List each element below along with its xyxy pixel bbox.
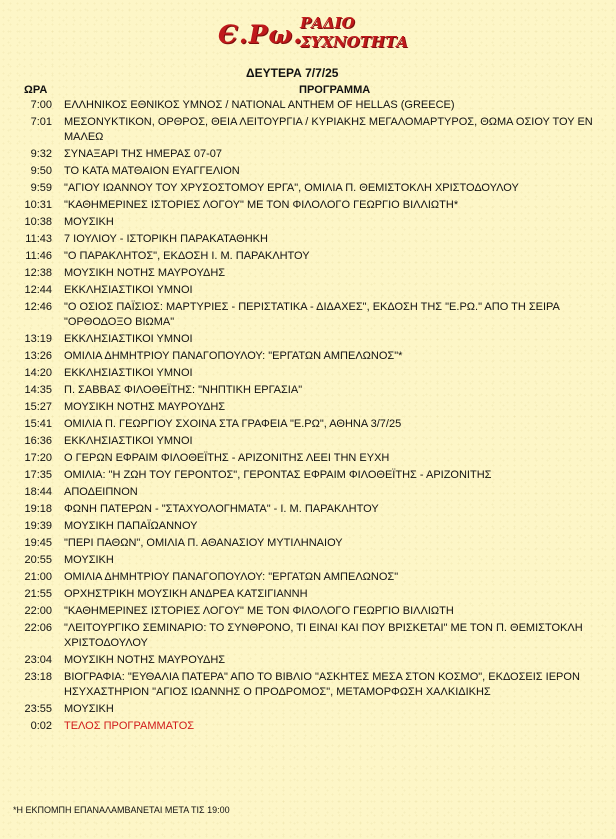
schedule-row (0, 214, 616, 231)
schedule-row (0, 501, 616, 518)
schedule-row (0, 248, 616, 265)
schedule-row (0, 365, 616, 382)
schedule-program: ΜΟΥΣΙΚΗ (64, 216, 114, 228)
schedule-time: 22:00 (24, 605, 52, 617)
schedule-time: 12:46 (24, 301, 52, 313)
time-column-header: ΩΡΑ (24, 84, 48, 96)
schedule-row (0, 348, 616, 365)
schedule-row (0, 603, 616, 620)
schedule-time: 12:44 (24, 284, 52, 296)
schedule-program: ΜΟΥΣΙΚΗ ΠΑΠΑΪΩΑΝΝΟΥ (64, 520, 198, 532)
schedule-program: ΣΥΝΑΞΑΡΙ ΤΗΣ ΗΜΕΡΑΣ 07-07 (64, 148, 222, 160)
schedule-program: ΕΛΛΗΝΙΚΟΣ ΕΘΝΙΚΟΣ ΥΜΝΟΣ / NATIONAL ANTHEM OF HELLAS (GREECE) (64, 99, 455, 111)
schedule-time: 18:44 (24, 486, 52, 498)
schedule-row (0, 197, 616, 214)
schedule-program: ΜΕΣΟΝΥΚΤΙΚΟΝ, ΟΡΘΡΟΣ, ΘΕΙΑ ΛΕΙΤΟΥΡΓΙΑ / ΚΥΡΙΑΚΗΣ ΜΕΓΑΛΟΜΑΡΤΥΡΟΣ, ΘΩΜΑ ΟΣΙΟΥ ΤΟΥ ΕΝ ΜΑΛΕΩ (64, 116, 593, 143)
schedule-program: ΕΚΚΛΗΣΙΑΣΤΙΚΟΙ ΥΜΝΟΙ (64, 367, 193, 379)
schedule-program: ΕΚΚΛΗΣΙΑΣΤΙΚΟΙ ΥΜΝΟΙ (64, 435, 193, 447)
schedule-program: "ΛΕΙΤΟΥΡΓΙΚΟ ΣΕΜΙΝΑΡΙΟ: ΤΟ ΣΥΝΘΡΟΝΟ, ΤΙ ΕΙΝΑΙ ΚΑΙ ΠΟΥ ΒΡΙΣΚΕΤΑΙ" ΜΕ ΤΟΝ Π. ΘΕΜΙΣΤΟΚΛΗ ΧΡΙΣΤΟΔΟΥΛΟΥ (64, 622, 583, 649)
schedule-time: 7:00 (30, 99, 52, 111)
schedule-program: ΕΚΚΛΗΣΙΑΣΤΙΚΟΙ ΥΜΝΟΙ (64, 333, 193, 345)
schedule-program: ΤΟ ΚΑΤΑ ΜΑΤΘΑΙΟΝ ΕΥΑΓΓΕΛΙΟΝ (64, 165, 240, 177)
schedule-program: "Ο ΠΑΡΑΚΛΗΤΟΣ", ΕΚΔΟΣΗ Ι. Μ. ΠΑΡΑΚΛΗΤΟΥ (64, 250, 310, 262)
schedule-program: Ο ΓΕΡΩΝ ΕΦΡΑΙΜ ΦΙΛΟΘΕΪΤΗΣ - ΑΡΙΖΟΝΙΤΗΣ ΛΕΕΙ ΤΗΝ ΕΥΧΗ (64, 452, 390, 464)
schedule-row (0, 620, 616, 652)
schedule-time: 7:01 (30, 116, 52, 128)
schedule-time: 19:18 (24, 503, 52, 515)
program-column-header: ΠΡΟΓΡΑΜΜΑ (299, 84, 371, 96)
schedule-row (0, 163, 616, 180)
schedule-time: 15:27 (24, 401, 52, 413)
schedule-row (0, 180, 616, 197)
schedule-program: ΜΟΥΣΙΚΗ (64, 554, 114, 566)
schedule-time: 15:41 (24, 418, 52, 430)
schedule-row (0, 586, 616, 603)
schedule-program: ΟΜΙΛΙΑ ΔΗΜΗΤΡΙΟΥ ΠΑΝΑΓΟΠΟΥΛΟΥ: "ΕΡΓΑΤΩΝ ΑΜΠΕΛΩΝΟΣ"* (64, 350, 403, 362)
logo-subtitle (300, 14, 408, 52)
schedule-time: 12:38 (24, 267, 52, 279)
schedule-time: 13:26 (24, 350, 52, 362)
schedule-time: 21:00 (24, 571, 52, 583)
schedule-program: ΟΜΙΛΙΑ ΔΗΜΗΤΡΙΟΥ ΠΑΝΑΓΟΠΟΥΛΟΥ: "ΕΡΓΑΤΩΝ ΑΜΠΕΛΩΝΟΣ" (64, 571, 399, 583)
schedule-time: 17:35 (24, 469, 52, 481)
schedule-time: 22:06 (24, 622, 52, 634)
schedule-time: 19:39 (24, 520, 52, 532)
schedule-time: 11:46 (25, 250, 52, 262)
schedule-program: "ΚΑΘΗΜΕΡΙΝΕΣ ΙΣΤΟΡΙΕΣ ΛΟΓΟΥ" ΜΕ ΤΟΝ ΦΙΛΟΛΟΓΟ ΓΕΩΡΓΙΟ ΒΙΛΛΙΩΤΗ* (64, 199, 459, 211)
schedule-row (0, 382, 616, 399)
schedule-time: 0:02 (30, 720, 52, 732)
schedule-row (0, 282, 616, 299)
schedule-row (0, 416, 616, 433)
schedule-program: ΟΜΙΛΙΑ: "Η ΖΩΗ ΤΟΥ ΓΕΡΟΝΤΟΣ", ΓΕΡΟΝΤΑΣ ΕΦΡΑΙΜ ΦΙΛΟΘΕΪΤΗΣ - ΑΡΙΖΟΝΙΤΗΣ (64, 469, 492, 481)
schedule-time: 10:31 (24, 199, 52, 211)
schedule-row (0, 331, 616, 348)
schedule-program: "Ο ΟΣΙΟΣ ΠΑΪΣΙΟΣ: ΜΑΡΤΥΡΙΕΣ - ΠΕΡΙΣΤΑΤΙΚΑ - ΔΙΔΑΧΕΣ", ΕΚΔΟΣΗ ΤΗΣ "Ε.ΡΩ." ΑΠΟ ΤΗ ΣΕΙΡΑ "ΟΡΘΟΔΟΞΟ ΒΙΩΜΑ" (64, 301, 560, 328)
schedule-row (0, 231, 616, 248)
schedule-program: 7 ΙΟΥΛΙΟΥ - ΙΣΤΟΡΙΚΗ ΠΑΡΑΚΑΤΑΘΗΚΗ (64, 233, 268, 245)
schedule-row (0, 518, 616, 535)
schedule-time: 19:45 (24, 537, 52, 549)
schedule-row (0, 569, 616, 586)
schedule-time: 23:04 (24, 654, 52, 666)
schedule-program: ΜΟΥΣΙΚΗ ΝΟΤΗΣ ΜΑΥΡΟΥΔΗΣ (64, 401, 226, 413)
schedule-time: 21:55 (24, 588, 52, 600)
logo-subtitle-line2: ΣΥΧΝΟΤΗΤΑ (300, 33, 408, 51)
logo-wordmark: Є.Ρω. (218, 20, 303, 49)
schedule-row (0, 718, 616, 735)
schedule-row (0, 265, 616, 282)
schedule-program: ΟΜΙΛΙΑ Π. ΓΕΩΡΓΙΟΥ ΣΧΟΙΝΑ ΣΤΑ ΓΡΑΦΕΙΑ "Ε.ΡΩ", ΑΘΗΝΑ 3/7/25 (64, 418, 402, 430)
schedule-program: ΒΙΟΓΡΑΦΙΑ: "ΕΥΘΑΛΙΑ ΠΑΤΕΡΑ" ΑΠΟ ΤΟ ΒΙΒΛΙΟ "ΑΣΚΗΤΕΣ ΜΕΣΑ ΣΤΟΝ ΚΟΣΜΟ", ΕΚΔΟΣΕΙΣ ΙΕΡΟΝ ΗΣΥΧΑΣΤΗΡΙΟΝ "ΑΓΙΟΣ ΙΩΑΝΝΗΣ Ο ΠΡΟΔΡΟΜΟΣ", ΜΕΤΑΜΟΡΦΩΣΗ ΧΑΛΚΙΔΙΚΗΣ (64, 671, 580, 698)
schedule-row (0, 701, 616, 718)
schedule-time: 16:36 (24, 435, 52, 447)
schedule-time: 20:55 (24, 554, 52, 566)
schedule-program: "ΑΓΙΟΥ ΙΩΑΝΝΟΥ ΤΟΥ ΧΡΥΣΟΣΤΟΜΟΥ ΕΡΓΑ", ΟΜΙΛΙΑ Π. ΘΕΜΙΣΤΟΚΛΗ ΧΡΙΣΤΟΔΟΥΛΟΥ (64, 182, 519, 194)
schedule-row (0, 97, 616, 114)
schedule-time: 13:19 (24, 333, 52, 345)
schedule-row (0, 433, 616, 450)
schedule-row (0, 652, 616, 669)
schedule-time: 9:59 (30, 182, 52, 194)
schedule-row (0, 535, 616, 552)
schedule-program: "ΠΕΡΙ ΠΑΘΩΝ", ΟΜΙΛΙΑ Π. ΑΘΑΝΑΣΙΟΥ ΜΥΤΙΛΗΝΑΙΟΥ (64, 537, 343, 549)
schedule-row (0, 484, 616, 501)
schedule-row (0, 552, 616, 569)
schedule-program: Π. ΣΑΒΒΑΣ ΦΙΛΟΘΕΪΤΗΣ: "ΝΗΠΤΙΚΗ ΕΡΓΑΣΙΑ" (64, 384, 303, 396)
schedule-time: 17:20 (24, 452, 52, 464)
schedule-program: ΟΡΧΗΣΤΡΙΚΗ ΜΟΥΣΙΚΗ ΑΝΔΡΕΑ ΚΑΤΣΙΓΙΑΝΝΗ (64, 588, 308, 600)
schedule-row (0, 399, 616, 416)
schedule-program: "ΚΑΘΗΜΕΡΙΝΕΣ ΙΣΤΟΡΙΕΣ ΛΟΓΟΥ" ΜΕ ΤΟΝ ΦΙΛΟΛΟΓΟ ΓΕΩΡΓΙΟ ΒΙΛΛΙΩΤΗ (64, 605, 454, 617)
schedule-row (0, 114, 616, 146)
schedule-time: 9:32 (30, 148, 52, 160)
schedule-program: ΜΟΥΣΙΚΗ ΝΟΤΗΣ ΜΑΥΡΟΥΔΗΣ (64, 654, 226, 666)
schedule-time: 9:50 (30, 165, 52, 177)
schedule-program: ΤΕΛΟΣ ΠΡΟΓΡΑΜΜΑΤΟΣ (64, 720, 195, 732)
schedule-time: 11:43 (25, 233, 52, 245)
schedule-row (0, 467, 616, 484)
footnote: *Η ΕΚΠΟΜΠΗ ΕΠΑΝΑΛΑΜΒΑΝΕΤΑΙ ΜΕΤΑ ΤΙΣ 19:00 (13, 805, 230, 815)
schedule-time: 14:35 (24, 384, 52, 396)
schedule-list (0, 97, 616, 735)
schedule-time: 14:20 (24, 367, 52, 379)
schedule-row (0, 669, 616, 701)
schedule-date: ΔΕΥΤΕΡΑ 7/7/25 (246, 66, 339, 80)
logo-subtitle-line1: ΡΑΔΙΟ (300, 14, 355, 32)
schedule-row (0, 299, 616, 331)
schedule-time: 10:38 (24, 216, 52, 228)
schedule-program: ΜΟΥΣΙΚΗ (64, 703, 114, 715)
schedule-program: ΜΟΥΣΙΚΗ ΝΟΤΗΣ ΜΑΥΡΟΥΔΗΣ (64, 267, 226, 279)
schedule-time: 23:55 (24, 703, 52, 715)
schedule-time: 23:18 (24, 671, 52, 683)
schedule-program: ΕΚΚΛΗΣΙΑΣΤΙΚΟΙ ΥΜΝΟΙ (64, 284, 193, 296)
schedule-row (0, 450, 616, 467)
schedule-row (0, 146, 616, 163)
schedule-header (0, 84, 616, 98)
schedule-program: ΑΠΟΔΕΙΠΝΟΝ (64, 486, 138, 498)
schedule-program: ΦΩΝΗ ΠΑΤΕΡΩΝ - "ΣΤΑΧΥΟΛΟΓΗΜΑΤΑ" - Ι. Μ. ΠΑΡΑΚΛΗΤΟΥ (64, 503, 379, 515)
